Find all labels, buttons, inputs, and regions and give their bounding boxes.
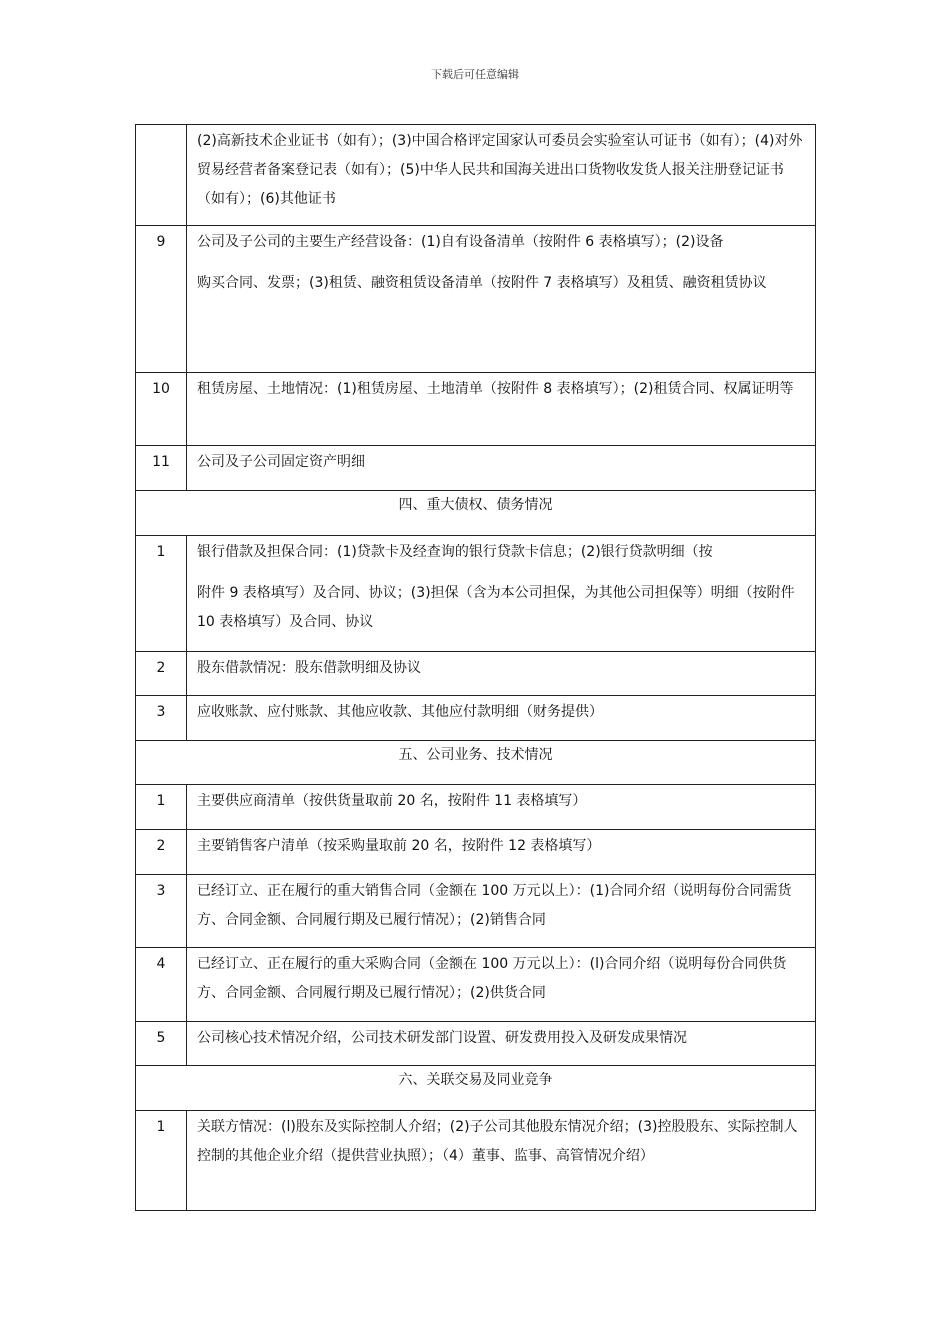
row-number: 2	[136, 830, 187, 875]
row-number: 5	[136, 1022, 187, 1066]
row-content	[187, 948, 816, 1022]
row-number: 1	[136, 785, 187, 830]
row-number: 3	[136, 875, 187, 948]
row-content	[187, 446, 816, 491]
row-number: 1	[136, 536, 187, 652]
table-row	[136, 830, 816, 875]
row-text: 公司及子公司的主要生产经营设备：(1)自有设备清单（按附件 6 表格填写）；(2)设备	[197, 234, 724, 250]
section-row	[136, 1066, 816, 1111]
row-number: 11	[136, 446, 187, 491]
row-content	[187, 125, 816, 226]
row-text: 主要销售客户清单（按采购量取前 20 名，按附件 12 表格填写）	[197, 838, 601, 854]
row-content	[187, 1111, 816, 1211]
row-number: 2	[136, 652, 187, 696]
table-row	[136, 536, 816, 652]
row-text: 租赁房屋、土地情况：(1)租赁房屋、土地清单（按附件 8 表格填写）；(2)租赁合同、权属证明等	[197, 381, 794, 397]
row-content	[187, 696, 816, 741]
row-text: (2)高新技术企业证书（如有）；(3)中国合格评定国家认可委员会实验室认可证书（如有）；(4)对外贸易经营者备案登记表（如有）；(5)中华人民共和国海关进出口货物收发货人报关注册登记证书（如有）；(6)其他证书	[197, 133, 803, 207]
document-table	[135, 124, 816, 1211]
section-heading: 六、关联交易及同业竞争	[136, 1066, 816, 1111]
row-content	[187, 373, 816, 446]
row-text: 银行借款及担保合同：(1)贷款卡及经查询的银行贷款卡信息；(2)银行贷款明细（按	[197, 544, 713, 560]
row-content	[187, 830, 816, 875]
page-header: 下载后可任意编辑	[431, 68, 519, 81]
row-text: 公司核心技术情况介绍，公司技术研发部门设置、研发费用投入及研发成果情况	[197, 1030, 687, 1046]
table-row	[136, 785, 816, 830]
row-number: 3	[136, 696, 187, 741]
table-row	[136, 652, 816, 696]
row-text: 关联方情况：(l)股东及实际控制人介绍；(2)子公司其他股东情况介绍；(3)控股股东、实际控制人控制的其他企业介绍（提供营业执照）；（4）董事、监事、高管情况介绍）	[197, 1119, 798, 1164]
table-row	[136, 446, 816, 491]
row-text: 应收账款、应付账款、其他应收款、其他应付款明细（财务提供）	[197, 704, 603, 720]
row-text: 股东借款情况：股东借款明细及协议	[197, 660, 421, 676]
table-row	[136, 125, 816, 226]
row-content	[187, 875, 816, 948]
row-text: 已经订立、正在履行的重大采购合同（金额在 100 万元以上）：(l)合同介绍（说明每份合同供货方、合同金额、合同履行期及已履行情况）；(2)供货合同	[197, 956, 787, 1001]
row-text: 附件 9 表格填写）及合同、协议；(3)担保（含为本公司担保，为其他公司担保等）明细（按附件 10 表格填写）及合同、协议	[197, 585, 795, 630]
row-text: 购买合同、发票；(3)租赁、融资租赁设备清单（按附件 7 表格填写）及租赁、融资租赁协议	[197, 275, 767, 291]
row-text: 已经订立、正在履行的重大销售合同（金额在 100 万元以上）：(1)合同介绍（说明每份合同需货方、合同金额、合同履行期及已履行情况）；(2)销售合同	[197, 883, 792, 928]
row-text: 主要供应商清单（按供货量取前 20 名，按附件 11 表格填写）	[197, 793, 587, 809]
table-row	[136, 875, 816, 948]
row-number	[136, 125, 187, 226]
row-content	[187, 536, 816, 652]
table-row	[136, 696, 816, 741]
table-row	[136, 373, 816, 446]
row-text: 公司及子公司固定资产明细	[197, 454, 365, 470]
row-number: 10	[136, 373, 187, 446]
row-content	[187, 226, 816, 373]
row-number: 9	[136, 226, 187, 373]
section-heading: 五、公司业务、技术情况	[136, 741, 816, 785]
row-content	[187, 652, 816, 696]
row-content	[187, 785, 816, 830]
table-row	[136, 226, 816, 373]
section-row	[136, 741, 816, 785]
table-row	[136, 1022, 816, 1066]
section-heading: 四、重大债权、债务情况	[136, 491, 816, 536]
table-row	[136, 948, 816, 1022]
table-row	[136, 1111, 816, 1211]
section-row	[136, 491, 816, 536]
row-content	[187, 1022, 816, 1066]
row-number: 4	[136, 948, 187, 1022]
row-number: 1	[136, 1111, 187, 1211]
